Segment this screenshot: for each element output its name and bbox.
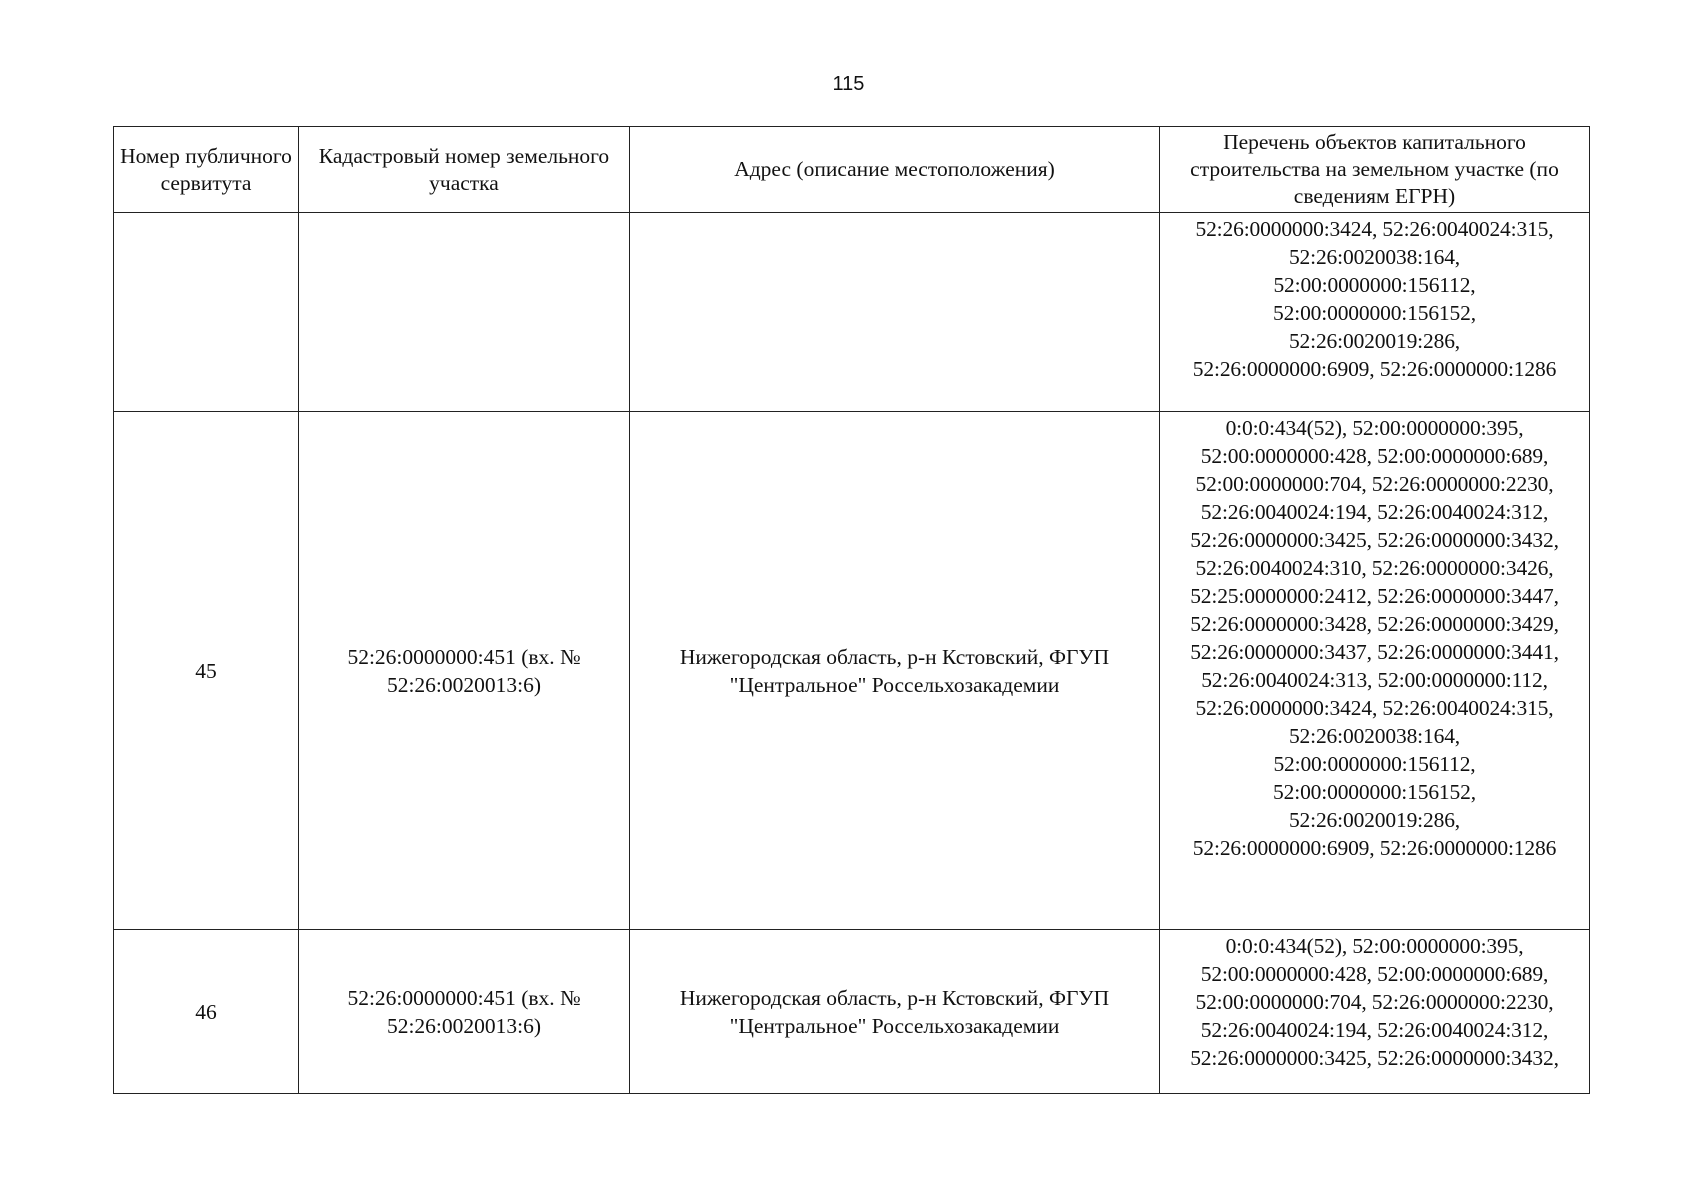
header-easement-number (114, 127, 299, 213)
cell-easement-number: 45 (114, 412, 299, 930)
cell-address (630, 213, 1160, 412)
header-easement-number-text: Номер публичного сервитута (120, 143, 292, 195)
header-cadastral-number-text: Кадастровый номер земельного участка (318, 143, 610, 195)
header-objects-list-text: Перечень объектов капитального строительства на земельном участке (по сведениям ЕГРН) (1190, 130, 1559, 208)
cell-objects-list: 52:26:0000000:3424, 52:26:0040024:315, 52:26:0020038:164, 52:00:0000000:156112, 52:00:0000000:156152, 52:26:0020019:286, 52:26:0000000:6909, 52:26:0000000:1286 (1160, 213, 1590, 412)
table-header-row (114, 127, 1590, 213)
table-row (114, 930, 1590, 1094)
header-objects-list (1160, 127, 1590, 213)
easement-table (113, 126, 1590, 1094)
table-row (114, 412, 1590, 930)
cell-address: Нижегородская область, р-н Кстовский, ФГУП "Центральное" Россельхозакадемии (630, 412, 1160, 930)
header-address (630, 127, 1160, 213)
page-number: 115 (832, 73, 865, 95)
table-row-continuation (114, 213, 1590, 412)
cell-cadastral-number (299, 213, 630, 412)
header-address-text: Адрес (описание местоположения) (734, 157, 1055, 181)
header-cadastral-number (299, 127, 630, 213)
cell-objects-list: 0:0:0:434(52), 52:00:0000000:395, 52:00:0000000:428, 52:00:0000000:689, 52:00:0000000:704, 52:26:0000000:2230, 52:26:0040024:194, 52:26:0040024:312, 52:26:0000000:3425, 52:26:0000000:3432, (1160, 930, 1590, 1094)
cell-easement-number: 46 (114, 930, 299, 1094)
cell-cadastral-number: 52:26:0000000:451 (вх. № 52:26:0020013:6) (299, 412, 630, 930)
cell-address: Нижегородская область, р-н Кстовский, ФГУП "Центральное" Россельхозакадемии (630, 930, 1160, 1094)
cell-cadastral-number: 52:26:0000000:451 (вх. № 52:26:0020013:6) (299, 930, 630, 1094)
cell-easement-number (114, 213, 299, 412)
cell-objects-list: 0:0:0:434(52), 52:00:0000000:395, 52:00:0000000:428, 52:00:0000000:689, 52:00:0000000:704, 52:26:0000000:2230, 52:26:0040024:194, 52:26:0040024:312, 52:26:0000000:3425, 52:26:0000000:3432, 52:26:0040024:310, 52:26:0000000:3426, 52:25:0000000:2412, 52:26:0000000:3447, 52:26:0000000:3428, 52:26:0000000:3429, 52:26:0000000:3437, 52:26:0000000:3441, 52:26:0040024:313, 52:00:0000000:112, 52:26:0000000:3424, 52:26:0040024:315, 52:26:0020038:164, 52:00:0000000:156112, 52:00:0000000:156152, 52:26:0020019:286, 52:26:0000000:6909, 52:26:0000000:1286 (1160, 412, 1590, 930)
